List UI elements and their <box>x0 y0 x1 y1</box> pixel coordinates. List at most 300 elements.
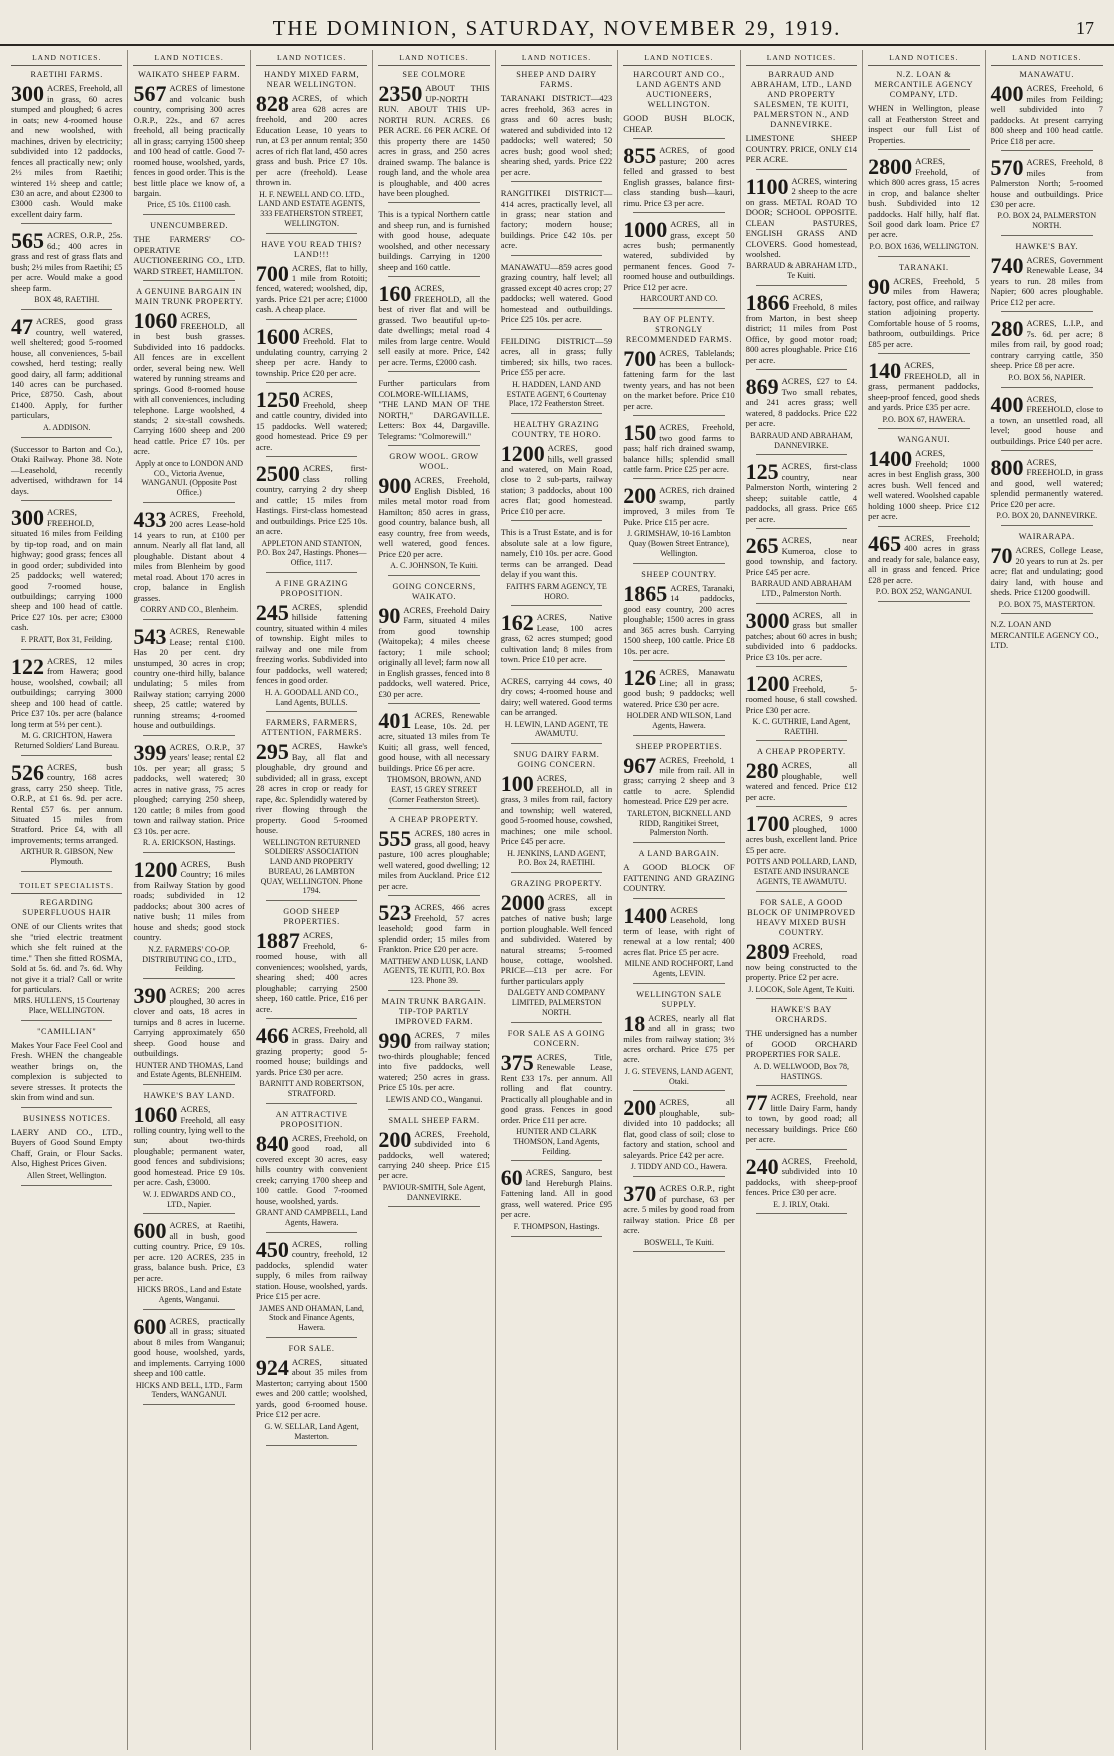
ad-text: ACRES, Bush Country; 16 miles from Railway Station by good roads; subdivided in 12 paddocks; about 300 acres of native bush; 11 miles from house and sheds; good stock country. <box>133 859 245 943</box>
classified-ad <box>868 263 979 354</box>
ad-acreage-number: 245 <box>255 599 289 625</box>
classified-ad <box>745 607 858 667</box>
ad-text: MANAWATU—859 acres good grazing country, half level; all grassed except 40 acres crop; 27 paddocks; well watered. Good homestead and outbuildings. Price £25 10s. per acre. <box>500 261 613 325</box>
ad-text: ACRES, Renewable Lease, 10s. 2d. per acre, situated 13 miles from Te Kuiti; all grass, well fenced, good house, with all necessary buildings. Price £6 per acre. <box>378 710 490 773</box>
ad-acreage-number: 240 <box>745 1153 779 1179</box>
classified-ad <box>133 221 244 281</box>
ad-heading: WAIRARAPA. <box>1018 532 1075 542</box>
classified-ad <box>501 420 612 521</box>
ad-acreage-number: 869 <box>745 374 779 400</box>
ad-signature: BARRAUD AND ABRAHAM, DANNEVIRKE. <box>750 430 853 450</box>
ad-signature: N.Z. FARMERS' CO-OP. DISTRIBUTING CO., LTD., Feilding. <box>142 944 237 974</box>
classified-ad <box>868 70 979 150</box>
ad-acreage-number: 900 <box>378 473 412 499</box>
column-9 <box>986 50 1108 1750</box>
ad-divider <box>143 1084 234 1085</box>
classified-ad <box>378 378 489 446</box>
classified-ad <box>623 742 734 844</box>
ad-text: ACRES, Freehold, 6-roomed house, with all conveniences; woolshed, yards, shearing shed; 400 acres ploughable; carrying 2500 sheep, 160 cattle. Price, £16 per acre. <box>255 930 368 1014</box>
ad-text: ACRES; 200 acres ploughed, 30 acres in clover and oats, 18 acres in turnips and 8 acres in lucerne. Carrying approximately 650 sheep. Good house and outbuildings. <box>133 985 245 1059</box>
classified-ad <box>623 849 734 898</box>
ad-text: ACRES, Renewable Lease; rental £100. Has 20 per cent. dry unstumped, 30 acres in crop; country one-third hilly, balance undulating; 5 miles from Railway station; carrying 2000 sheep, 25 cattle; watered by running streams; 4-roomed house and outbuildings. <box>133 626 245 731</box>
ad-acreage-number: 126 <box>623 665 657 691</box>
ad-body <box>11 83 122 219</box>
ad-divider <box>388 808 479 809</box>
ad-body <box>990 391 1103 446</box>
ad-signature: ARTHUR R. GIBSON, New Plymouth. <box>20 847 114 867</box>
classified-ad <box>501 336 612 414</box>
ad-acreage-number: 555 <box>378 826 412 852</box>
ad-acreage-number: 1100 <box>745 173 789 199</box>
ad-text: ACRES, £27 to £4. Two small rebates, and 241 acres grass; well watered, 8 paddocks. Price £22 per acre. <box>745 376 858 429</box>
ad-divider <box>633 138 724 139</box>
classified-ad <box>256 463 367 573</box>
ad-body <box>991 157 1103 209</box>
ad-text: ACRES, 12 miles from Hawera; good house, woolshed, cowbail; all outbuildings; carrying 3000 sheep and 100 head of cattle. Price £37 10s. per acre (balance long term at 5½ per cent.). <box>11 655 123 729</box>
classified-ad <box>868 156 979 257</box>
ad-text: RANGITIKEI DISTRICT—414 acres, practically level, all in grass; near station and factory; modern house; buildings. Price £42 10s. per acre. <box>500 188 613 251</box>
ad-divider <box>878 526 969 527</box>
ad-divider <box>143 735 234 736</box>
ad-signature: BARRAUD & ABRAHAM LTD., Te Kuiti. <box>746 261 857 281</box>
ad-text: TARANAKI DISTRICT—423 acres freehold, 363 acres in grass and 60 acres bush; watered and subdivided into 12 paddocks; well watered; 50 acres bush; good wool shed; shearing shed, yards. Price £22 per acre. <box>500 93 613 177</box>
classified-ad <box>11 70 122 224</box>
classified-ad <box>378 710 489 809</box>
classified-ad <box>746 898 857 1000</box>
ad-divider <box>633 1176 724 1177</box>
ad-divider <box>633 983 724 984</box>
ad-acreage-number: 140 <box>868 358 902 384</box>
ad-divider <box>388 445 479 446</box>
classified-ad <box>501 750 612 873</box>
ad-body <box>501 1167 612 1219</box>
classified-ad <box>990 454 1103 526</box>
ad-body <box>746 461 857 524</box>
ad-divider <box>878 149 969 150</box>
ad-body <box>868 273 980 349</box>
ad-divider <box>143 1213 234 1214</box>
ad-body <box>11 653 123 729</box>
ad-body <box>623 1010 735 1065</box>
classified-ad <box>256 579 367 712</box>
ad-signature: THOMSON, BROWN, AND EAST, 15 GREY STREET (Corner Featherston Street). <box>386 775 482 804</box>
ad-body <box>623 1183 734 1235</box>
ad-heading: HAWKE'S BAY. <box>1015 241 1079 251</box>
ad-acreage-number: 200 <box>623 1095 657 1121</box>
ad-divider <box>756 1149 847 1150</box>
classified-ad <box>11 230 122 310</box>
ad-body <box>11 759 123 846</box>
ad-heading: HANDY MIXED FARM, NEAR WELLINGTON. <box>264 70 360 90</box>
ad-signature: JAMES AND OHAMAN, Land, Stock and Finance Agents, Hawera. <box>259 1303 364 1333</box>
ad-body <box>745 173 858 260</box>
classified-ad <box>501 527 612 606</box>
classified-ad <box>623 315 734 416</box>
ad-heading: "CAMILLIAN" <box>37 1026 97 1036</box>
ad-divider <box>511 413 602 414</box>
ad-acreage-number: 2000 <box>500 890 545 916</box>
ad-heading: TARANAKI. <box>899 262 949 272</box>
ad-divider <box>756 528 847 529</box>
ad-text: ACRES, Tablelands; has been a bullock-fattening farm for the last twenty years, and has not been on the market before. Price £10 per acre. <box>623 348 735 411</box>
ad-text: ACRES, rich drained swamp, partly improved, 3 miles from Te Puke. Price £15 per acre. <box>623 485 735 527</box>
classified-ad <box>255 1236 368 1338</box>
newspaper-title: THE DOMINION, SATURDAY, NOVEMBER 29, 1919. <box>272 16 842 40</box>
ad-body <box>256 463 367 536</box>
ad-divider <box>143 214 234 215</box>
ad-signature: Allen Street, Wellington. <box>26 1170 107 1180</box>
ad-signature: J. TIDDY AND CO., Hawera. <box>630 1162 728 1172</box>
classified-ad <box>256 240 367 320</box>
ad-divider <box>511 1022 602 1023</box>
classified-ad <box>746 673 857 741</box>
ad-acreage-number: 401 <box>378 708 412 734</box>
ad-heading: GROW WOOL. GROW WOOL. <box>389 452 479 472</box>
ad-divider <box>756 666 847 667</box>
ad-acreage-number: 1600 <box>255 323 300 349</box>
ad-heading: RAETIHI FARMS. <box>30 70 103 80</box>
ad-signature: J. LOCOK, Sole Agent, Te Kuiti. <box>748 984 855 994</box>
ad-signature: MILNE AND ROCHFORT, Land Agents, LEVIN. <box>624 959 734 978</box>
ad-text: ACRES, rolling country, freehold, 12 paddocks, splendid water supply, 6 miles from railway station. House, woolshed, yards. Price £15 per acre. <box>255 1238 368 1302</box>
ad-signature: J. GRIMSHAW, 10-16 Lambton Quay (Bowen Street Entrance), Wellington. <box>627 529 731 558</box>
ad-text: LIMESTONE SHEEP COUNTRY. PRICE, ONLY £14 PER ACRE. <box>745 133 858 165</box>
ad-heading: UNENCUMBERED. <box>150 221 229 231</box>
ad-text: ACRES, Freehold, 1 mile from rail. All in grass; carrying 2 sheep and 3 cattle to acre. Splendid homestead. Price £29 per acre. <box>623 754 735 807</box>
ad-divider <box>756 1085 847 1086</box>
ad-text: ACRES Leasehold, long term of lease, with right of renewal at a low rental; 400 acres flat. Price £5 per acre. <box>623 904 735 957</box>
ad-acreage-number: 150 <box>623 420 657 446</box>
ad-divider <box>21 871 112 872</box>
ad-divider <box>21 755 112 756</box>
ad-body <box>746 1092 857 1144</box>
classified-ad <box>991 70 1103 151</box>
classified-ad <box>133 506 245 620</box>
ad-acreage-number: 1060 <box>133 1102 178 1128</box>
ad-acreage-number: 855 <box>623 143 657 169</box>
ad-signature: P.O. BOX 252, WANGANUI. <box>875 587 972 597</box>
ad-acreage-number: 840 <box>255 1130 289 1156</box>
ad-text: ACRES, nearly all flat and all in grass; two miles from railway station; 3½ acres orchard. Price £75 per acre. <box>623 1012 735 1065</box>
ad-text: WHEN in Wellington, please call at Featherston Street and inspect our full List of Properties. <box>868 103 980 145</box>
ad-acreage-number: 565 <box>11 228 44 254</box>
classified-ad <box>746 1005 857 1086</box>
classified-ad <box>746 747 857 807</box>
ad-divider <box>266 382 357 383</box>
ad-body <box>133 739 245 836</box>
ad-text: ACRES, Freehold, all in grass. Dairy and grazing property; good 5-roomed house; buildings and yards. Price £30 per acre. <box>255 1025 368 1077</box>
ad-text: ACRES, 7 miles from railway station; two-thirds ploughable; fenced into five paddocks, well watered; 250 acres in grass. Price £5 10s. per acre. <box>378 1029 490 1093</box>
ad-divider <box>511 1236 602 1237</box>
ad-acreage-number: 370 <box>623 1181 657 1207</box>
column-heading: LAND NOTICES. <box>623 50 734 66</box>
column-heading: LAND NOTICES. <box>991 50 1103 66</box>
ad-signature: LEWIS AND CO., Wanganui. <box>385 1094 483 1104</box>
ad-signature: BARNITT AND ROBERTSON, STRATFORD. <box>259 1079 364 1099</box>
ad-acreage-number: 543 <box>133 624 167 650</box>
ad-acreage-number: 2500 <box>255 461 300 487</box>
ad-acreage-number: 1866 <box>745 289 790 315</box>
ad-divider <box>21 1020 112 1021</box>
ad-body <box>623 667 734 709</box>
ad-heading: SEE COLMORE <box>402 70 466 80</box>
ad-acreage-number: 2350 <box>378 81 423 107</box>
ad-body <box>623 219 734 292</box>
ad-acreage-number: 47 <box>11 314 33 340</box>
ad-body <box>623 752 735 807</box>
ad-acreage-number: 570 <box>990 155 1024 181</box>
classified-ad <box>11 759 123 872</box>
ad-body <box>746 813 857 855</box>
ad-divider <box>756 740 847 741</box>
ad-divider <box>1001 613 1093 614</box>
ad-signature: P.O. BOX 1636, WELLINGTON. <box>869 241 979 251</box>
ad-heading: FOR SALE. <box>288 1343 335 1353</box>
ad-heading: MAIN TRUNK BARGAIN. TIP-TOP PARTLY IMPROVED FARM. <box>381 996 487 1026</box>
ad-divider <box>878 428 969 429</box>
ad-divider <box>388 371 479 372</box>
ad-body <box>133 234 244 276</box>
column-3 <box>251 50 373 1750</box>
ad-acreage-number: 90 <box>868 273 891 299</box>
ad-body <box>991 318 1103 370</box>
ad-signature: CORRY AND CO., Blenheim. <box>140 605 239 615</box>
classified-ad <box>501 612 612 669</box>
ad-divider <box>633 842 724 843</box>
ad-text: This is a Trust Estate, and is for absolute sale at a low figure, namely, £10 10s. per acre. Good terms can be arranged. Dead delay if you want this. <box>500 527 613 580</box>
ad-divider <box>266 1232 357 1233</box>
ad-divider <box>511 605 602 606</box>
ad-signature: DALGETY AND COMPANY LIMITED, PALMERSTON NORTH. <box>507 988 606 1017</box>
ad-divider <box>756 1213 847 1214</box>
ad-body <box>133 1220 244 1283</box>
ad-text: ACRES, all ploughable, sub-divided into 10 paddocks; all flat, good class of soil; close to factory and station, school and saleyards. Price £42 per acre. <box>623 1097 735 1160</box>
ad-divider <box>756 603 847 604</box>
ad-body <box>255 323 368 378</box>
ad-divider <box>266 900 357 901</box>
ad-text: ACRES, good grass country, well watered, well sheltered; good 5-roomed house, all conveniences, 5-bail cowshed, herd testing; really good dairy, all farm; additional 140 acres can be purchased. Price, £8750. Cash, about £1400. Apply, for further particulars, <box>11 316 123 421</box>
ad-text: ACRES, at Raetihi, all in bush, good cutting country. Price, £9 10s. per acre. 120 ACRES, 235 in grass, balance bush. Price, £3 per acre. <box>133 1220 245 1283</box>
ad-acreage-number: 2800 <box>868 154 913 180</box>
ad-divider <box>511 743 602 744</box>
ad-body <box>746 535 857 577</box>
column-heading: LAND NOTICES. <box>378 50 489 66</box>
section-heading: TOILET SPECIALISTS. <box>11 878 122 894</box>
ad-body <box>378 283 489 367</box>
ad-divider <box>266 233 357 234</box>
ad-divider <box>511 255 602 256</box>
ad-signature: BARRAUD AND ABRAHAM LTD., Palmerston North. <box>751 579 852 598</box>
ad-heading: WELLINGTON SALE SUPPLY. <box>636 989 722 1009</box>
ad-signature: G. W. SELLAR, Land Agent, Masterton. <box>264 1421 359 1441</box>
ad-signature: J. G. STEVENS, LAND AGENT, Otaki. <box>624 1066 734 1086</box>
ad-body <box>745 289 858 365</box>
ad-body <box>745 938 858 983</box>
ad-body <box>746 133 857 164</box>
ad-text: Further particulars from COLMORE-WILLIAMS, "THE LAND MAN OF THE NORTH," DARGAVILLE. Letters: Box 44, Dargaville. Telegrams: "Colmorewill." <box>378 378 490 441</box>
ad-divider <box>633 1251 724 1252</box>
ad-signature: Apply at once to LONDON AND CO., Victoria Avenue, WANGANUI. (Opposite Post Office.) <box>135 458 244 498</box>
ad-body <box>746 760 857 802</box>
classified-ad <box>133 985 244 1085</box>
ad-body <box>623 580 735 656</box>
ad-body <box>990 454 1103 509</box>
ad-body <box>501 892 612 986</box>
ad-acreage-number: 1000 <box>623 217 668 243</box>
ad-text: ACRES, of which area 628 acres are freehold, and 200 acres Education Lease, 10 years to run, at £3 per annum rental; 350 acres of rich flat land, 450 acres grass and bush. Price £7 10s. per acre (freehold). Lease thrown in. <box>255 93 368 188</box>
ad-divider <box>388 1206 479 1207</box>
ad-acreage-number: 433 <box>133 506 167 532</box>
ad-signature: TARLETON, BICKNELL AND RIDD, Rangitikei Street, Palmerston North. <box>627 808 731 838</box>
ad-heading: BARRAUD AND ABRAHAM, LTD., LAND AND PROPERTY SALESMEN, TE KUITI, PALMERSTON N., AND DANNEVIRKE. <box>750 70 853 130</box>
ad-signature: W. J. EDWARDS AND CO., LTD., Napier. <box>142 1189 236 1209</box>
ad-acreage-number: 3000 <box>745 607 790 633</box>
ad-divider <box>756 891 847 892</box>
ad-signature: F. PRATT, Box 31, Feilding. <box>20 634 113 644</box>
classified-ad <box>746 461 857 529</box>
ad-text: ACRES, Freehold Dairy Farm, situated 4 miles from good township (Waitopeka); 4 miles cheese factory; 1 mile school; originally all level; farm now all in English grasses, fenced into 8 paddocks, well watered. Price, £30 per acre. <box>378 604 490 699</box>
ad-acreage-number: 1400 <box>623 902 668 928</box>
ad-body <box>11 1040 122 1103</box>
ad-body <box>378 1126 490 1181</box>
ad-body <box>623 145 734 208</box>
ad-signature: K. C. GUTHRIE, Land Agent, RAETIHI. <box>752 716 851 736</box>
ad-text: ACRES, Freehold, subdivided into 6 paddocks, well watered; carrying 240 sheep. Price £15 per acre. <box>378 1128 490 1181</box>
ad-text: ACRES, Freehold, on good road, all covered except 30 acres, easy hills country with convenient creek; carrying 1700 sheep and 100 cattle. Good 7-roomed house, woolshed, yards. <box>255 1132 368 1206</box>
ad-text: LAERY AND CO., LTD., Buyers of Good Sound Empty Chaff, Grain, or Flour Sacks. Also, Highest Prices Given. <box>11 1126 123 1169</box>
ad-acreage-number: 1887 <box>255 928 300 954</box>
ad-body <box>501 443 612 516</box>
ad-text: ONE of our Clients writes that she "tried electric treatment which she felt ruined at the time." Then she fitted ROSMA, Sold at 5s. 6d. and 7s. 6d. Why not give it a trial? Call or write for particulars. <box>11 921 123 994</box>
classified-ad <box>991 318 1103 387</box>
ad-divider <box>143 852 234 853</box>
ad-body <box>11 921 122 994</box>
classified-ad <box>378 283 489 372</box>
ad-text: ACRES, Taranaki, 14 paddocks, good easy country, 200 acres ploughable; 1500 acres in grass and 365 acres bush. Carrying 1500 sheep, 100 cattle. Price £8 10s. per acre. <box>623 582 735 656</box>
ad-text: ACRES, all in grass but smaller patches; about 60 acres in bush; subdivided into 6 paddocks. Price £3 10s. per acre. <box>745 609 858 662</box>
ad-heading: HEALTHY GRAZING COUNTRY, TE HORO. <box>511 420 602 440</box>
ad-acreage-number: 100 <box>500 771 534 797</box>
ad-divider <box>633 478 724 479</box>
classified-ad <box>133 859 244 979</box>
ad-acreage-number: 18 <box>623 1010 646 1036</box>
ad-body <box>378 1027 490 1093</box>
ad-text: ACRES, FREEHOLD, all in grass, 3 miles from rail, factory and township; well watered, good 5-roomed house, cowshed, machines; one mile school. Price £45 per acre. <box>500 773 613 847</box>
ad-body <box>11 316 122 421</box>
classified-ad <box>256 907 367 1019</box>
ad-body <box>255 599 368 686</box>
ad-text: ACRES, splendid hillside fattening country, situated within 4 miles of township. Eight miles to railway and one mile from freezing works. Subdivided into four paddocks, well watered; fences in good order. <box>255 601 368 686</box>
ad-text: ACRES, situated about 35 miles from Masterton; carrying about 1500 ewes and 200 cattle; woolshed, yards, good 6-roomed house. Price £12 per acre. <box>255 1356 368 1420</box>
ad-signature: P.O. BOX 24, PALMERSTON NORTH. <box>997 211 1097 231</box>
ad-divider <box>511 872 602 873</box>
ad-heading: A CHEAP PROPERTY. <box>757 747 846 757</box>
ad-text: ACRES, College Lease, 20 years to run at 2s. per acre; flat and undulating; good dairy land, with house and sheds. Price £1200 goodwill. <box>990 545 1103 598</box>
ad-text: (Successor to Barton and Co.), Otaki Railway. Phone 38. Note—Leasehold, recently advertised, withdrawn for 14 days. <box>11 443 123 496</box>
ad-heading: GRAZING PROPERTY. <box>510 879 603 889</box>
ad-acreage-number: 1200 <box>745 671 790 697</box>
classified-ad <box>378 209 489 277</box>
classified-ad <box>501 1167 612 1236</box>
classified-ad <box>133 739 245 853</box>
ad-heading: N.Z. LOAN & MERCANTILE AGENCY COMPANY, LTD. <box>874 70 974 100</box>
ad-body <box>11 230 122 293</box>
classified-ad <box>378 1116 489 1208</box>
ad-body <box>501 612 612 664</box>
ad-body <box>256 930 367 1014</box>
classified-ad <box>256 70 367 233</box>
ad-acreage-number: 1200 <box>500 441 545 467</box>
ad-divider <box>633 212 724 213</box>
classified-ad <box>746 1092 857 1149</box>
ad-acreage-number: 160 <box>378 281 412 307</box>
classified-ad <box>11 898 122 1021</box>
ad-acreage-number: 400 <box>990 391 1024 417</box>
ad-signature: PAVIOUR-SMITH, Sole Agent, DANNEVIRKE. <box>382 1182 486 1202</box>
ad-divider <box>266 1018 357 1019</box>
classified-ad <box>623 485 734 563</box>
classified-ad <box>745 173 858 286</box>
classified-ad <box>868 360 979 429</box>
classified-ad <box>255 323 368 383</box>
column-6 <box>618 50 740 1750</box>
classified-ad <box>745 289 858 370</box>
ad-acreage-number: 300 <box>11 505 44 531</box>
ad-text: ACRES, Freehold, two good farms to pass; half rich drained swamp, balance hills; splendid small cattle farm. Price £25 per acre. <box>623 422 735 474</box>
ad-divider <box>388 703 479 704</box>
classified-ad <box>256 1344 367 1446</box>
classified-ad <box>623 570 734 661</box>
masthead <box>0 10 1114 46</box>
ad-body <box>378 828 489 891</box>
ad-signature: MATTHEW AND LUSK, LAND AGENTS, TE KUITI, P.O. Box 123. Phone 39. <box>380 956 488 986</box>
ad-signature: WELLINGTON RETURNED SOLDIERS' ASSOCIATION LAND AND PROPERTY BUREAU, 26 LAMBTON QUAY, WELLINGTON. Phone 1794. <box>260 837 363 896</box>
ad-body <box>501 527 612 579</box>
ad-signature: P.O. BOX 20, DANNEVIRKE. <box>996 511 1098 521</box>
ad-divider <box>633 308 724 309</box>
ad-acreage-number: 390 <box>133 983 167 1009</box>
ad-text: ACRES, Freehold, 8 miles from Marton, in best sheep district; 11 miles from Post Office, by good motor road; 800 acres ploughable. Price £16 per acre. <box>745 291 858 365</box>
classified-ad <box>11 444 122 501</box>
classified-ad <box>133 1091 244 1214</box>
ad-text: GOOD BUSH BLOCK, CHEAP. <box>623 113 735 134</box>
ad-signature: F. THOMPSON, Hastings. <box>513 1221 600 1231</box>
ad-heading: SHEEP COUNTRY. <box>641 569 717 579</box>
ad-signature: P.O. BOX 56, NAPIER. <box>1008 372 1086 382</box>
ad-text: ACRES, Freehold, English Disbled, 16 miles metal motor road from Hamilton; 850 acres in grass, good country, balance bush, all easy country, free from weeds, well watered, good fences. Price £20 per acre. <box>378 475 490 559</box>
classified-ad <box>868 435 979 526</box>
ad-body <box>623 113 734 134</box>
ad-text: ACRES, 180 acres in grass, all good, heavy pasture, 100 acres ploughable; well watered, good dwelling; 12 miles from Auckland. Price £12 per acre. <box>378 828 490 891</box>
column-1 <box>6 50 128 1750</box>
ad-acreage-number: 122 <box>11 653 44 679</box>
ad-heading: GOING CONCERNS, WAIKATO. <box>392 581 476 601</box>
classified-ad <box>11 653 123 756</box>
ad-acreage-number: 450 <box>255 1236 289 1262</box>
ad-text: ACRES, Government Renewable Lease, 34 years to run. 28 miles from Napier; 600 acres ploughable. Price £12 per acre. <box>990 254 1103 307</box>
column-4 <box>373 50 495 1750</box>
ad-body <box>990 252 1103 307</box>
ad-body <box>133 985 244 1058</box>
classified-ad <box>378 902 489 991</box>
ad-heading: FARMERS, FARMERS, ATTENTION, FARMERS. <box>261 718 362 738</box>
classified-ad <box>501 879 612 1023</box>
ad-divider <box>143 1404 234 1405</box>
ad-text: ACRES, Freehold, 5 miles from Hawera; factory, post office, and railway station adjoining property. Comfortable house of 5 rooms, bathroom, outbuildings. Price £85 per acre. <box>868 275 980 349</box>
ad-divider <box>21 437 112 438</box>
ad-acreage-number: 295 <box>255 739 289 765</box>
classified-ad <box>623 70 734 139</box>
